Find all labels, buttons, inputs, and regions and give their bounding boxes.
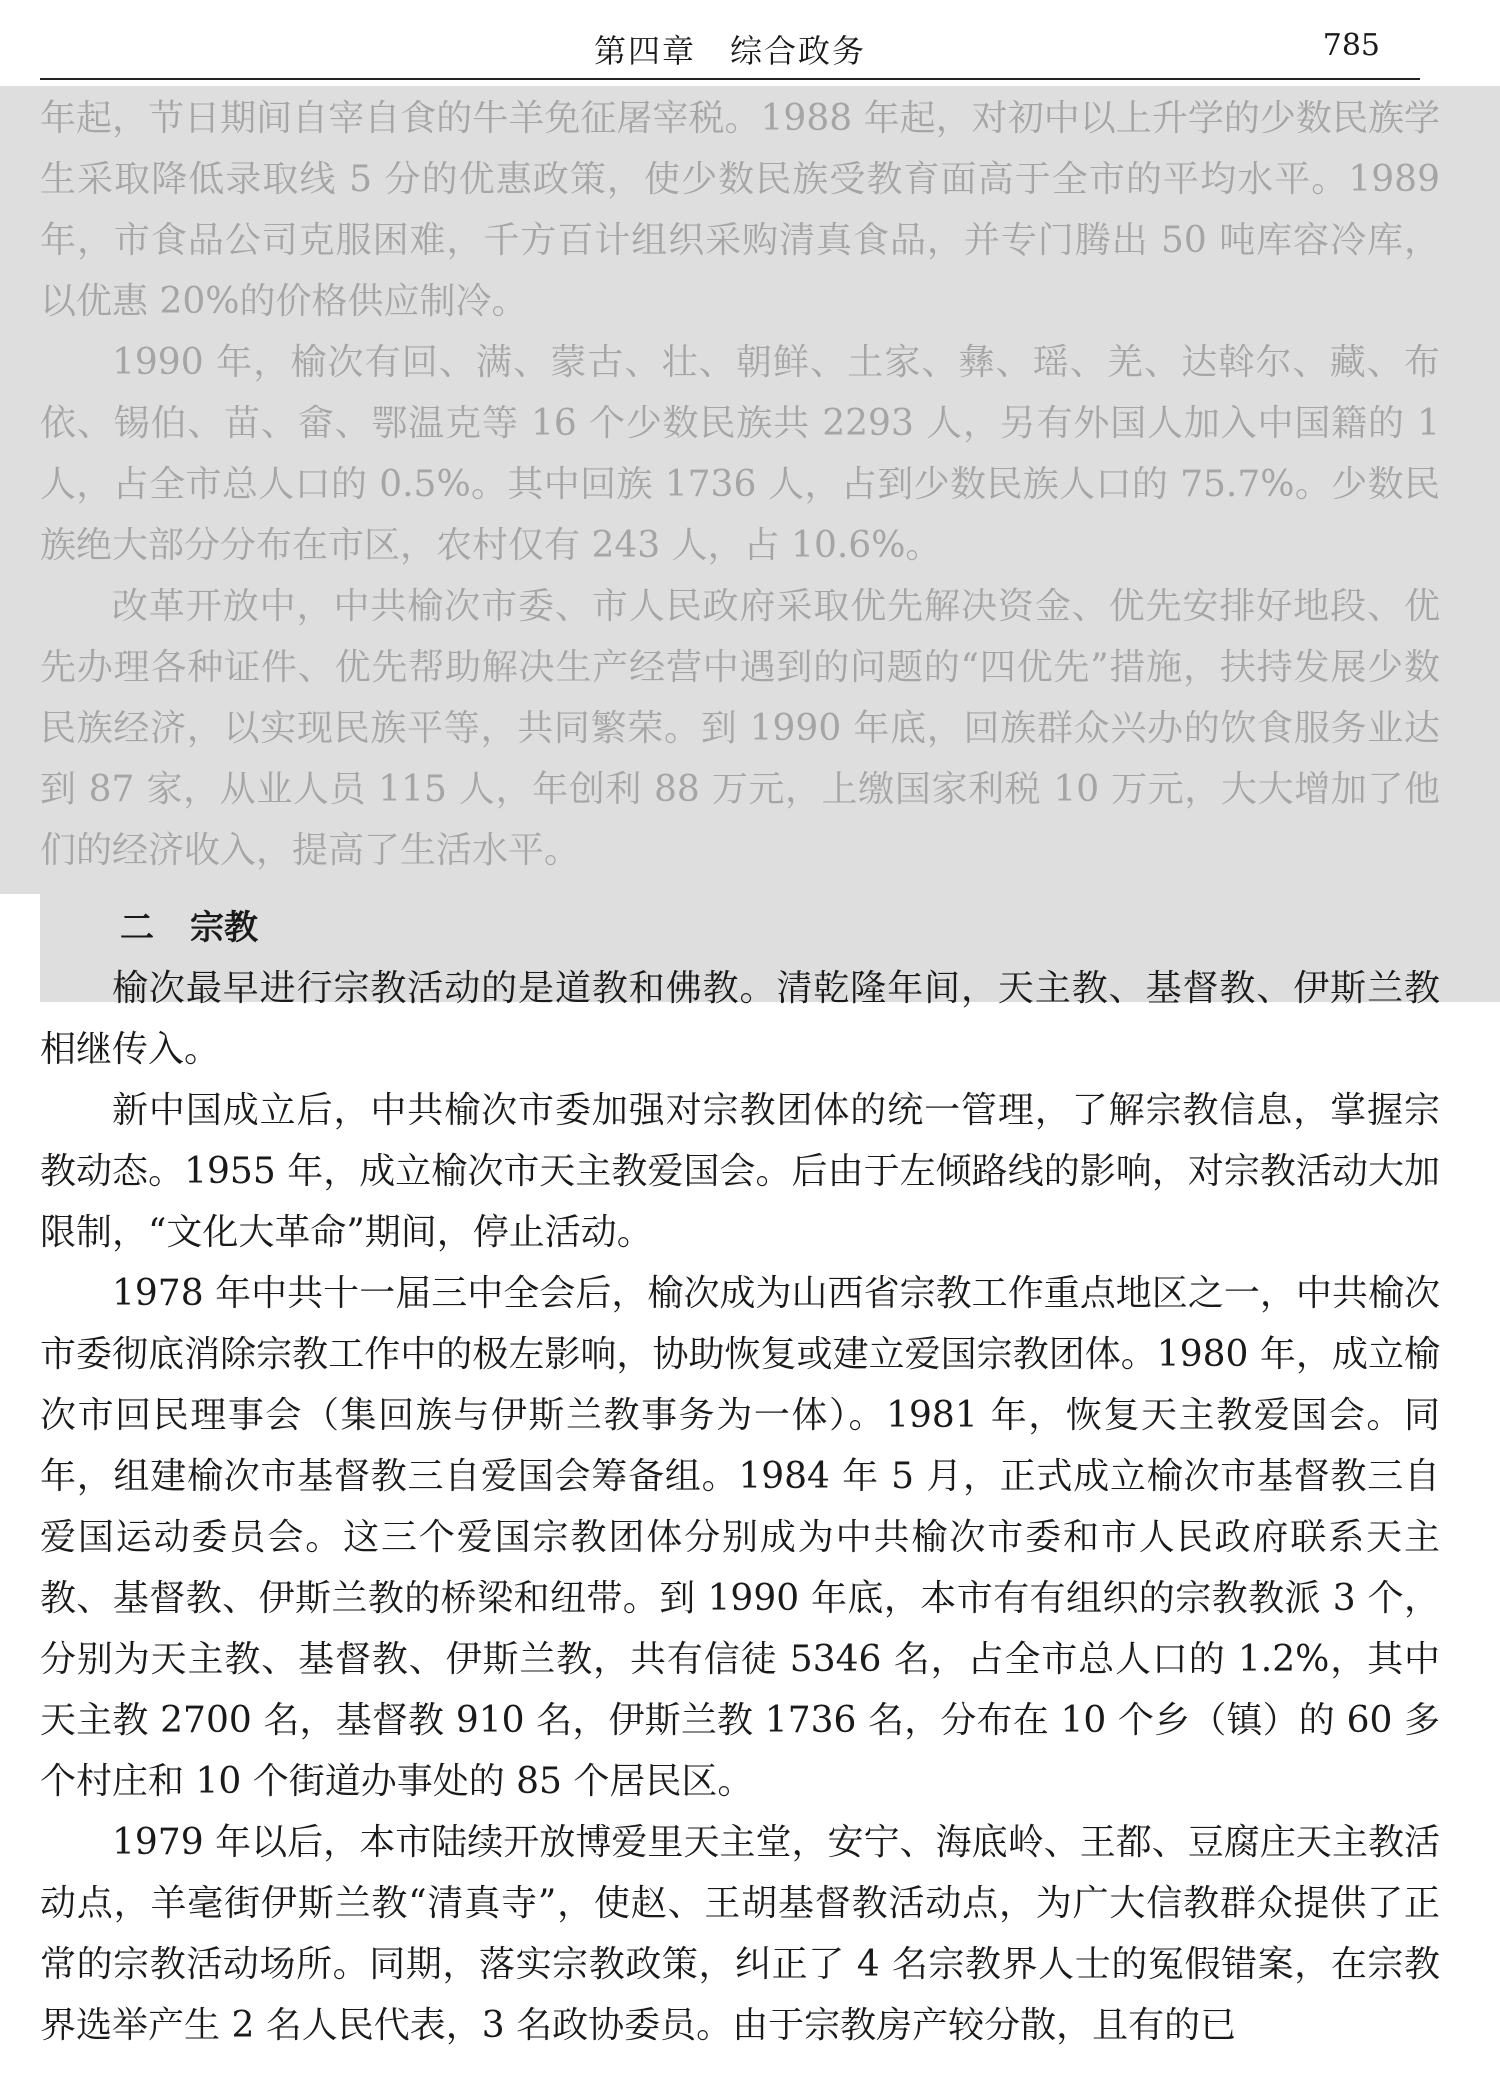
shaded-paragraph-1: 年起，节日期间自宰自食的牛羊免征屠宰税。1988 年起，对初中以上升学的少数民族学生采取降低录取线 5 分的优惠政策，使少数民族受教育面高于全市的平均水平。1989 年，市食品公司克服困难，千方百计组织采购清真食品，并专门腾出 50 吨库容冷库，以优惠 20%的价格供应制冷。 — [40, 98, 1440, 322]
religion-section — [40, 900, 1440, 2056]
religion-paragraph-4: 1979 年以后，本市陆续开放博爱里天主堂，安宁、海底岭、王都、豆腐庄天主教活动点，羊毫街伊斯兰教“清真寺”，使赵、王胡基督教活动点，为广大信教群众提供了正常的宗教活动场所。同期，落实宗教政策，纠正了 4 名宗教界人士的冤假错案，在宗教界选举产生 2 名人民代表，3 名政协委员。由于宗教房产较分散，且有的已 — [40, 1822, 1440, 2046]
chapter-title: 第四章 综合政务 — [593, 32, 866, 70]
religion-paragraph-2: 新中国成立后，中共榆次市委加强对宗教团体的统一管理，了解宗教信息，掌握宗教动态。1955 年，成立榆次市天主教爱国会。后由于左倾路线的影响，对宗教活动大加限制，“文化大革命”期间，停止活动。 — [40, 1090, 1440, 1253]
shaded-paragraph-3: 改革开放中，中共榆次市委、市人民政府采取优先解决资金、优先安排好地段、优先办理各种证件、优先帮助解决生产经营中遇到的问题的“四优先”措施，扶持发展少数民族经济，以实现民族平等，共同繁荣。到 1990 年底，回族群众兴办的饮食服务业达到 87 家，从业人员 115 人，年创利 88 万元，上缴国家利税 10 万元，大大增加了他们的经济收入，提高了生活水平。 — [40, 586, 1440, 871]
shaded-paragraphs — [40, 88, 1440, 881]
religion-paragraph-3: 1978 年中共十一届三中全会后，榆次成为山西省宗教工作重点地区之一，中共榆次市委彻底消除宗教工作中的极左影响，协助恢复或建立爱国宗教团体。1980 年，成立榆次市回民理事会（集回族与伊斯兰教事务为一体）。1981 年，恢复天主教爱国会。同年，组建榆次市基督教三自爱国会筹备组。1984 年 5 月，正式成立榆次市基督教三自爱国运动委员会。这三个爱国宗教团体分别成为中共榆次市委和市人民政府联系天主教、基督教、伊斯兰教的桥梁和纽带。到 1990 年底，本市有有组织的宗教教派 3 个，分别为天主教、基督教、伊斯兰教，共有信徒 5346 名，占全市总人口的 1.2%，其中天主教 2700 名，基督教 910 名，伊斯兰教 1736 名，分布在 10 个乡（镇）的 60 多个村庄和 10 个街道办事处的 85 个居民区。 — [40, 1273, 1440, 1802]
section-number: 二 — [120, 908, 154, 948]
shaded-paragraph-2: 1990 年，榆次有回、满、蒙古、壮、朝鲜、土家、彝、瑶、羌、达斡尔、藏、布依、锡伯、苗、畲、鄂温克等 16 个少数民族共 2293 人，另有外国人加入中国籍的 1 人，占全市总人口的 0.5%。其中回族 1736 人，占到少数民族人口的 75.7%。少数民族绝大部分分布在市区，农村仅有 243 人，占 10.6%。 — [40, 342, 1440, 566]
section-heading — [40, 900, 1440, 956]
section-title: 宗教 — [190, 908, 258, 948]
page-header — [40, 22, 1420, 80]
religion-paragraph-1: 榆次最早进行宗教活动的是道教和佛教。清乾隆年间，天主教、基督教、伊斯兰教相继传入。 — [40, 968, 1440, 1070]
page-number: 785 — [1322, 28, 1380, 63]
